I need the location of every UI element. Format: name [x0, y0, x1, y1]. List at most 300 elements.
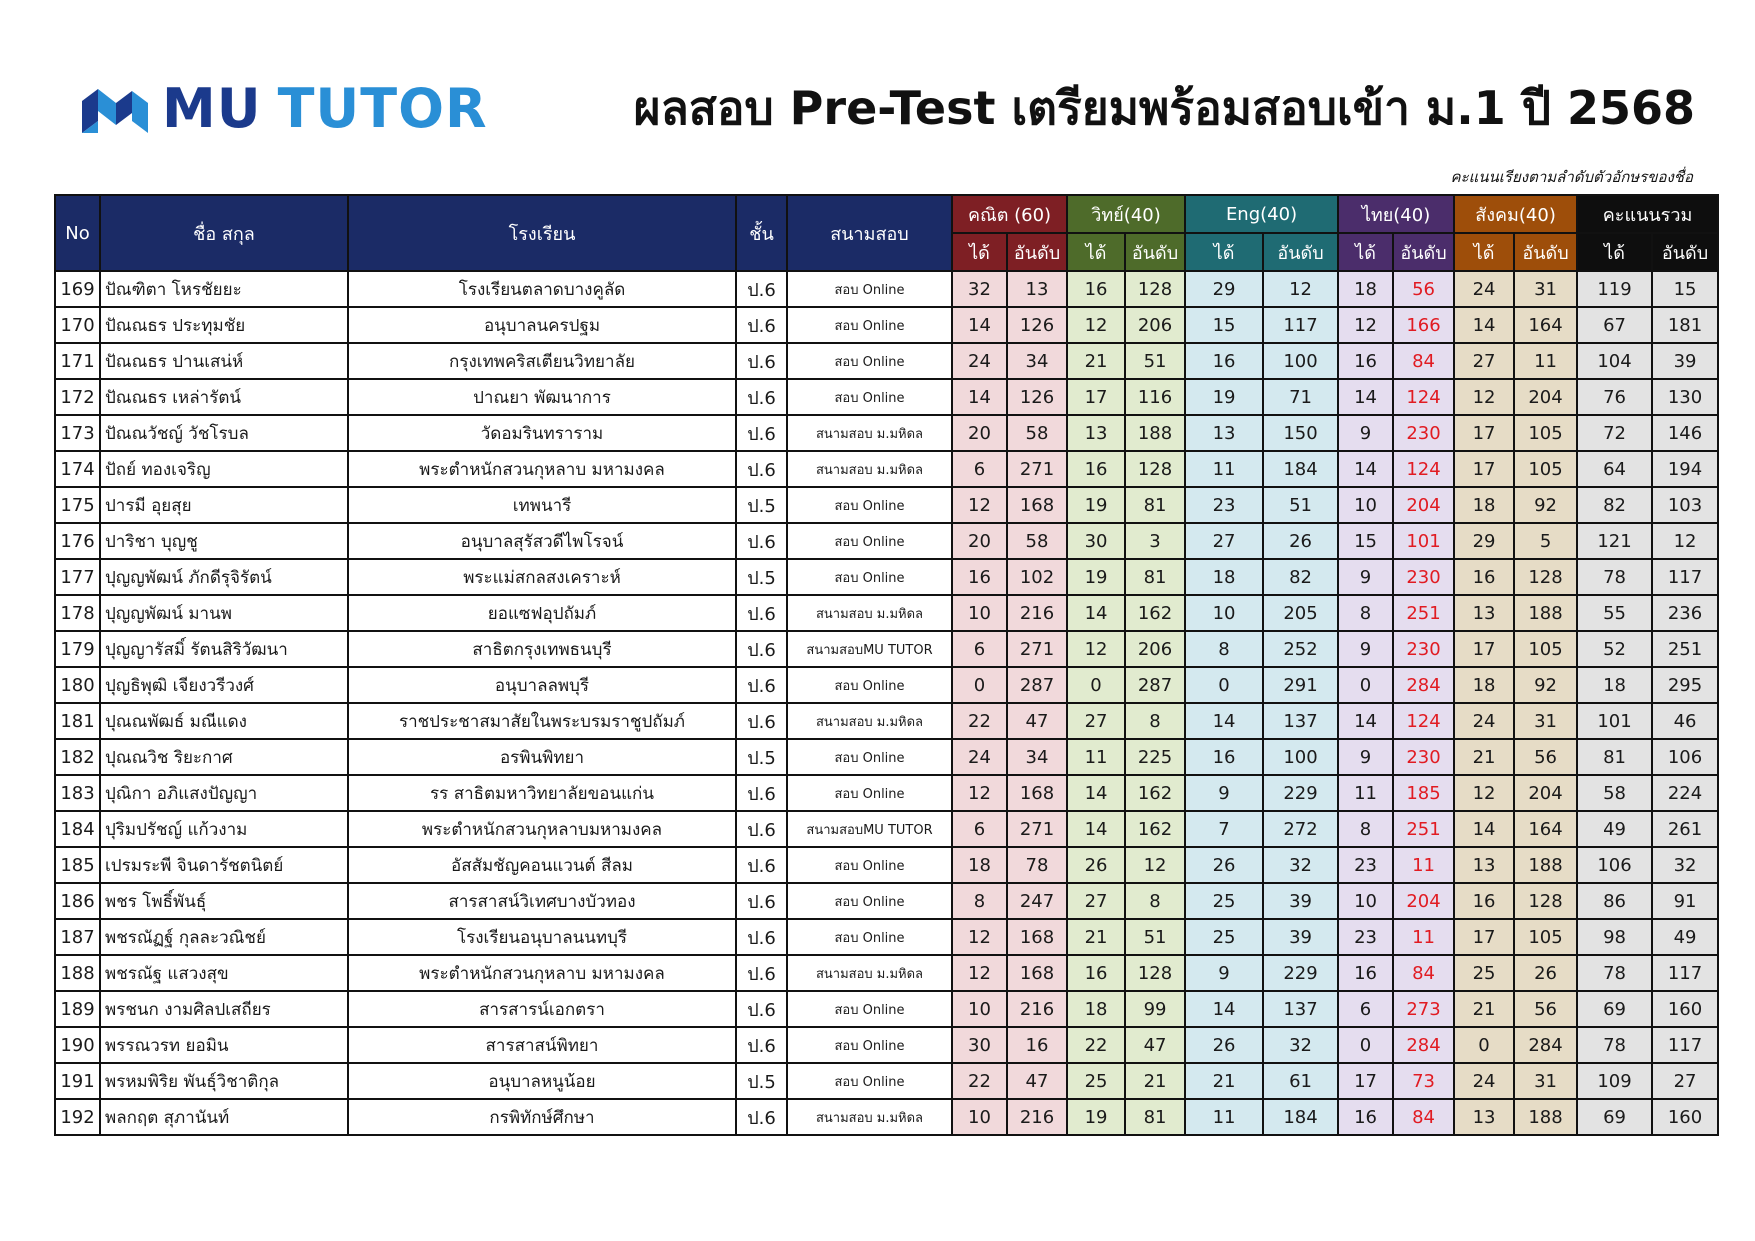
cell-grade: ป.6: [736, 667, 787, 703]
cell-science-rank: 128: [1125, 955, 1185, 991]
col-header-name: ชื่อ สกุล: [100, 195, 348, 271]
cell-name: ปุณิกา อภิแสงปัญญา: [100, 775, 348, 811]
mu-tutor-logo-icon: [78, 81, 152, 137]
table-row: [55, 307, 1718, 343]
cell-name: ปุญญพัฒน์ ภักดีรุจิรัตน์: [100, 559, 348, 595]
cell-social-score: 17: [1454, 919, 1514, 955]
cell-venue: สอบ Online: [787, 775, 952, 811]
cell-total-rank: 117: [1652, 955, 1718, 991]
table-row: [55, 631, 1718, 667]
group-header-social: สังคม(40): [1454, 195, 1577, 233]
cell-math-score: 10: [952, 595, 1007, 631]
logo-text-tutor: TUTOR: [277, 77, 488, 140]
cell-total-score: 52: [1577, 631, 1652, 667]
cell-thai-rank: 84: [1393, 343, 1454, 379]
cell-english-score: 0: [1185, 667, 1263, 703]
cell-school: วัดอมรินทราราม: [348, 415, 736, 451]
cell-science-rank: 206: [1125, 307, 1185, 343]
cell-social-rank: 31: [1514, 271, 1577, 307]
col-header-grade: ชั้น: [736, 195, 787, 271]
cell-no: 191: [55, 1063, 100, 1099]
cell-thai-rank: 284: [1393, 667, 1454, 703]
cell-thai-score: 6: [1338, 991, 1393, 1027]
cell-science-score: 13: [1067, 415, 1125, 451]
cell-school: อัสสัมชัญคอนแวนต์ สีลม: [348, 847, 736, 883]
cell-venue: สนามสอบMU TUTOR: [787, 631, 952, 667]
cell-math-rank: 16: [1007, 1027, 1067, 1063]
group-header-english: Eng(40): [1185, 195, 1338, 233]
cell-name: ปาริชา บุญชู: [100, 523, 348, 559]
cell-science-score: 14: [1067, 775, 1125, 811]
cell-school: ยอแซฟอุปถัมภ์: [348, 595, 736, 631]
cell-english-score: 23: [1185, 487, 1263, 523]
cell-science-score: 0: [1067, 667, 1125, 703]
cell-grade: ป.6: [736, 415, 787, 451]
cell-thai-score: 9: [1338, 415, 1393, 451]
cell-thai-rank: 251: [1393, 595, 1454, 631]
cell-social-score: 24: [1454, 703, 1514, 739]
cell-thai-rank: 124: [1393, 451, 1454, 487]
cell-social-score: 17: [1454, 451, 1514, 487]
cell-social-rank: 164: [1514, 811, 1577, 847]
cell-thai-rank: 84: [1393, 1099, 1454, 1135]
cell-no: 188: [55, 955, 100, 991]
cell-school: สาธิตกรุงเทพธนบุรี: [348, 631, 736, 667]
cell-school: อนุบาลลพบุรี: [348, 667, 736, 703]
cell-math-score: 10: [952, 1099, 1007, 1135]
cell-social-rank: 31: [1514, 703, 1577, 739]
cell-thai-rank: 230: [1393, 559, 1454, 595]
cell-english-rank: 291: [1263, 667, 1338, 703]
cell-math-rank: 47: [1007, 703, 1067, 739]
cell-no: 183: [55, 775, 100, 811]
cell-thai-rank: 204: [1393, 487, 1454, 523]
cell-social-score: 25: [1454, 955, 1514, 991]
cell-social-score: 24: [1454, 271, 1514, 307]
cell-name: ปัถย์ ทองเจริญ: [100, 451, 348, 487]
cell-name: ปุญญพัฒน์ มานพ: [100, 595, 348, 631]
cell-no: 181: [55, 703, 100, 739]
cell-thai-rank: 251: [1393, 811, 1454, 847]
cell-math-rank: 47: [1007, 1063, 1067, 1099]
cell-social-rank: 284: [1514, 1027, 1577, 1063]
cell-english-rank: 32: [1263, 847, 1338, 883]
cell-social-score: 18: [1454, 667, 1514, 703]
col-header-no: No: [55, 195, 100, 271]
cell-science-rank: 12: [1125, 847, 1185, 883]
cell-total-score: 69: [1577, 991, 1652, 1027]
cell-science-rank: 51: [1125, 919, 1185, 955]
cell-english-score: 11: [1185, 451, 1263, 487]
cell-venue: สอบ Online: [787, 271, 952, 307]
cell-math-rank: 168: [1007, 775, 1067, 811]
table-row: [55, 523, 1718, 559]
cell-math-rank: 102: [1007, 559, 1067, 595]
cell-english-score: 26: [1185, 1027, 1263, 1063]
cell-school: กรพิทักษ์ศึกษา: [348, 1099, 736, 1135]
cell-english-score: 14: [1185, 703, 1263, 739]
cell-no: 176: [55, 523, 100, 559]
table-row: [55, 379, 1718, 415]
cell-total-rank: 49: [1652, 919, 1718, 955]
cell-school: รร สาธิตมหาวิทยาลัยขอนแก่น: [348, 775, 736, 811]
cell-social-rank: 11: [1514, 343, 1577, 379]
cell-social-score: 18: [1454, 487, 1514, 523]
cell-science-rank: 81: [1125, 487, 1185, 523]
cell-total-rank: 12: [1652, 523, 1718, 559]
cell-name: พรชนก งามศิลปเสถียร: [100, 991, 348, 1027]
cell-grade: ป.5: [736, 487, 787, 523]
cell-venue: สอบ Online: [787, 883, 952, 919]
cell-social-rank: 92: [1514, 487, 1577, 523]
cell-english-score: 7: [1185, 811, 1263, 847]
cell-grade: ป.6: [736, 343, 787, 379]
group-header-math: คณิต (60): [952, 195, 1067, 233]
cell-math-rank: 168: [1007, 955, 1067, 991]
cell-science-rank: 51: [1125, 343, 1185, 379]
cell-school: พระแม่สกลสงเคราะห์: [348, 559, 736, 595]
cell-english-score: 25: [1185, 919, 1263, 955]
cell-no: 169: [55, 271, 100, 307]
cell-name: ปัณณธร ประทุมชัย: [100, 307, 348, 343]
cell-no: 190: [55, 1027, 100, 1063]
cell-math-score: 6: [952, 811, 1007, 847]
cell-social-rank: 5: [1514, 523, 1577, 559]
cell-name: พรหมพิริย พันธุ์วิชาติกุล: [100, 1063, 348, 1099]
cell-science-rank: 206: [1125, 631, 1185, 667]
sub-header-score: ได้: [1577, 233, 1652, 271]
cell-grade: ป.6: [736, 631, 787, 667]
cell-name: ปุณณวิช ริยะกาศ: [100, 739, 348, 775]
cell-thai-score: 10: [1338, 487, 1393, 523]
cell-total-rank: 106: [1652, 739, 1718, 775]
cell-venue: สอบ Online: [787, 1063, 952, 1099]
sub-header-rank: อันดับ: [1263, 233, 1338, 271]
sub-header-score: ได้: [952, 233, 1007, 271]
cell-thai-score: 0: [1338, 667, 1393, 703]
cell-name: ปุญธิพุฒิ เจียงวรีวงศ์: [100, 667, 348, 703]
cell-english-score: 14: [1185, 991, 1263, 1027]
cell-name: ปัณณวัชญ์ วัชโรบล: [100, 415, 348, 451]
cell-math-score: 12: [952, 775, 1007, 811]
cell-social-rank: 92: [1514, 667, 1577, 703]
cell-total-score: 78: [1577, 1027, 1652, 1063]
cell-venue: สอบ Online: [787, 919, 952, 955]
cell-english-score: 19: [1185, 379, 1263, 415]
cell-math-rank: 58: [1007, 415, 1067, 451]
cell-no: 179: [55, 631, 100, 667]
cell-math-score: 20: [952, 415, 1007, 451]
cell-math-rank: 287: [1007, 667, 1067, 703]
cell-social-rank: 164: [1514, 307, 1577, 343]
table-row: [55, 991, 1718, 1027]
cell-total-score: 78: [1577, 559, 1652, 595]
cell-english-rank: 32: [1263, 1027, 1338, 1063]
cell-name: ปุญญารัสมิ์ รัตนสิริวัฒนา: [100, 631, 348, 667]
cell-thai-rank: 185: [1393, 775, 1454, 811]
table-row: [55, 667, 1718, 703]
cell-english-rank: 100: [1263, 343, 1338, 379]
cell-science-rank: 47: [1125, 1027, 1185, 1063]
cell-science-score: 21: [1067, 919, 1125, 955]
cell-thai-rank: 124: [1393, 703, 1454, 739]
cell-math-score: 20: [952, 523, 1007, 559]
cell-grade: ป.6: [736, 955, 787, 991]
cell-grade: ป.6: [736, 1099, 787, 1135]
cell-grade: ป.6: [736, 811, 787, 847]
cell-english-rank: 51: [1263, 487, 1338, 523]
cell-science-rank: 128: [1125, 271, 1185, 307]
cell-thai-rank: 284: [1393, 1027, 1454, 1063]
cell-school: ปาณยา พัฒนาการ: [348, 379, 736, 415]
sub-header-score: ได้: [1454, 233, 1514, 271]
cell-math-score: 32: [952, 271, 1007, 307]
cell-english-score: 21: [1185, 1063, 1263, 1099]
cell-english-score: 29: [1185, 271, 1263, 307]
cell-venue: สนามสอบ ม.มหิดล: [787, 451, 952, 487]
cell-thai-score: 9: [1338, 559, 1393, 595]
cell-no: 171: [55, 343, 100, 379]
cell-thai-rank: 273: [1393, 991, 1454, 1027]
cell-total-score: 109: [1577, 1063, 1652, 1099]
cell-social-score: 16: [1454, 883, 1514, 919]
cell-total-score: 76: [1577, 379, 1652, 415]
cell-thai-rank: 84: [1393, 955, 1454, 991]
cell-science-rank: 21: [1125, 1063, 1185, 1099]
cell-school: สารสาสน์วิเทศบางบัวทอง: [348, 883, 736, 919]
cell-english-rank: 39: [1263, 919, 1338, 955]
cell-thai-rank: 56: [1393, 271, 1454, 307]
cell-grade: ป.6: [736, 271, 787, 307]
cell-math-rank: 34: [1007, 343, 1067, 379]
cell-name: ปัณณธร เหล่ารัตน์: [100, 379, 348, 415]
cell-science-rank: 81: [1125, 1099, 1185, 1135]
group-header-science: วิทย์(40): [1067, 195, 1185, 233]
table-row: [55, 451, 1718, 487]
cell-venue: สนามสอบ ม.มหิดล: [787, 415, 952, 451]
cell-grade: ป.6: [736, 523, 787, 559]
cell-thai-score: 9: [1338, 631, 1393, 667]
table-row: [55, 1027, 1718, 1063]
cell-total-score: 86: [1577, 883, 1652, 919]
cell-english-score: 16: [1185, 343, 1263, 379]
cell-math-score: 22: [952, 703, 1007, 739]
cell-science-rank: 81: [1125, 559, 1185, 595]
cell-english-rank: 229: [1263, 775, 1338, 811]
cell-name: พชร โพธิ์พันธุ์: [100, 883, 348, 919]
cell-social-score: 13: [1454, 847, 1514, 883]
cell-english-rank: 100: [1263, 739, 1338, 775]
cell-social-rank: 204: [1514, 775, 1577, 811]
cell-social-score: 21: [1454, 739, 1514, 775]
cell-total-rank: 146: [1652, 415, 1718, 451]
cell-math-rank: 271: [1007, 451, 1067, 487]
table-row: [55, 811, 1718, 847]
cell-math-rank: 78: [1007, 847, 1067, 883]
cell-school: ราชประชาสมาสัยในพระบรมราชูปถัมภ์: [348, 703, 736, 739]
cell-social-score: 14: [1454, 811, 1514, 847]
cell-total-rank: 39: [1652, 343, 1718, 379]
cell-school: เทพนารี: [348, 487, 736, 523]
cell-science-score: 16: [1067, 955, 1125, 991]
cell-science-rank: 99: [1125, 991, 1185, 1027]
cell-school: สารสารน์เอกตรา: [348, 991, 736, 1027]
cell-total-score: 81: [1577, 739, 1652, 775]
cell-math-rank: 13: [1007, 271, 1067, 307]
cell-school: กรุงเทพคริสเตียนวิทยาลัย: [348, 343, 736, 379]
cell-math-score: 24: [952, 739, 1007, 775]
results-table: [54, 194, 1719, 1136]
cell-english-rank: 184: [1263, 1099, 1338, 1135]
cell-science-rank: 188: [1125, 415, 1185, 451]
table-row: [55, 1063, 1718, 1099]
cell-science-score: 19: [1067, 559, 1125, 595]
table-row: [55, 559, 1718, 595]
cell-total-rank: 181: [1652, 307, 1718, 343]
cell-grade: ป.6: [736, 991, 787, 1027]
cell-social-rank: 105: [1514, 451, 1577, 487]
table-row: [55, 487, 1718, 523]
cell-venue: สอบ Online: [787, 1027, 952, 1063]
cell-english-rank: 71: [1263, 379, 1338, 415]
cell-science-score: 27: [1067, 883, 1125, 919]
cell-math-rank: 34: [1007, 739, 1067, 775]
cell-english-score: 25: [1185, 883, 1263, 919]
cell-math-score: 10: [952, 991, 1007, 1027]
cell-total-rank: 251: [1652, 631, 1718, 667]
cell-english-rank: 12: [1263, 271, 1338, 307]
cell-thai-score: 16: [1338, 343, 1393, 379]
cell-total-score: 55: [1577, 595, 1652, 631]
cell-english-rank: 205: [1263, 595, 1338, 631]
cell-science-score: 14: [1067, 595, 1125, 631]
cell-no: 178: [55, 595, 100, 631]
cell-thai-score: 17: [1338, 1063, 1393, 1099]
cell-school: อนุบาลสุรัสวดีไพโรจน์: [348, 523, 736, 559]
cell-math-score: 0: [952, 667, 1007, 703]
cell-english-rank: 137: [1263, 991, 1338, 1027]
cell-thai-score: 16: [1338, 955, 1393, 991]
cell-english-score: 27: [1185, 523, 1263, 559]
cell-math-score: 18: [952, 847, 1007, 883]
cell-math-rank: 216: [1007, 595, 1067, 631]
logo-text-mu: MU: [162, 77, 262, 140]
cell-thai-score: 8: [1338, 595, 1393, 631]
cell-social-rank: 105: [1514, 415, 1577, 451]
sub-header-score: ได้: [1067, 233, 1125, 271]
cell-science-rank: 225: [1125, 739, 1185, 775]
cell-social-rank: 128: [1514, 559, 1577, 595]
cell-name: ปัณฑิตา โหรชัยยะ: [100, 271, 348, 307]
cell-total-score: 101: [1577, 703, 1652, 739]
cell-english-score: 15: [1185, 307, 1263, 343]
cell-math-score: 12: [952, 919, 1007, 955]
cell-math-score: 30: [952, 1027, 1007, 1063]
cell-name: เปรมระพี จินดารัชตนิตย์: [100, 847, 348, 883]
cell-thai-rank: 124: [1393, 379, 1454, 415]
cell-math-score: 14: [952, 307, 1007, 343]
cell-math-score: 14: [952, 379, 1007, 415]
cell-grade: ป.6: [736, 1027, 787, 1063]
logo: [78, 78, 488, 140]
group-header-total: คะแนนรวม: [1577, 195, 1718, 233]
cell-no: 184: [55, 811, 100, 847]
cell-thai-score: 15: [1338, 523, 1393, 559]
sub-header-rank: อันดับ: [1514, 233, 1577, 271]
cell-math-score: 6: [952, 451, 1007, 487]
cell-grade: ป.6: [736, 883, 787, 919]
cell-grade: ป.6: [736, 775, 787, 811]
cell-english-rank: 229: [1263, 955, 1338, 991]
cell-science-rank: 116: [1125, 379, 1185, 415]
cell-total-score: 67: [1577, 307, 1652, 343]
cell-thai-rank: 204: [1393, 883, 1454, 919]
cell-total-score: 121: [1577, 523, 1652, 559]
results-table-body: [55, 271, 1718, 1135]
cell-math-score: 24: [952, 343, 1007, 379]
cell-english-score: 10: [1185, 595, 1263, 631]
cell-total-score: 18: [1577, 667, 1652, 703]
table-row: [55, 847, 1718, 883]
cell-total-rank: 160: [1652, 1099, 1718, 1135]
cell-thai-score: 0: [1338, 1027, 1393, 1063]
cell-english-score: 26: [1185, 847, 1263, 883]
table-row: [55, 415, 1718, 451]
cell-english-score: 18: [1185, 559, 1263, 595]
table-row: [55, 703, 1718, 739]
cell-total-rank: 46: [1652, 703, 1718, 739]
cell-name: พชรณัฏฐ์ กุลละวณิชย์: [100, 919, 348, 955]
table-row: [55, 775, 1718, 811]
cell-no: 174: [55, 451, 100, 487]
cell-science-score: 30: [1067, 523, 1125, 559]
cell-venue: สอบ Online: [787, 523, 952, 559]
cell-science-score: 21: [1067, 343, 1125, 379]
cell-english-score: 9: [1185, 955, 1263, 991]
cell-venue: สนามสอบ ม.มหิดล: [787, 703, 952, 739]
cell-school: พระตำหนักสวนกุหลาบมหามงคล: [348, 811, 736, 847]
cell-no: 172: [55, 379, 100, 415]
cell-total-score: 119: [1577, 271, 1652, 307]
cell-total-rank: 224: [1652, 775, 1718, 811]
cell-thai-score: 14: [1338, 703, 1393, 739]
cell-total-rank: 194: [1652, 451, 1718, 487]
cell-social-score: 12: [1454, 775, 1514, 811]
cell-total-score: 64: [1577, 451, 1652, 487]
cell-total-rank: 130: [1652, 379, 1718, 415]
cell-school: พระตำหนักสวนกุหลาบ มหามงคล: [348, 451, 736, 487]
cell-name: ปัณณธร ปานเสน่ห์: [100, 343, 348, 379]
cell-science-rank: 3: [1125, 523, 1185, 559]
sub-header-rank: อันดับ: [1125, 233, 1185, 271]
cell-social-score: 17: [1454, 415, 1514, 451]
cell-no: 180: [55, 667, 100, 703]
cell-venue: สอบ Online: [787, 379, 952, 415]
cell-social-rank: 31: [1514, 1063, 1577, 1099]
cell-social-score: 27: [1454, 343, 1514, 379]
cell-school: อนุบาลหนูน้อย: [348, 1063, 736, 1099]
cell-thai-rank: 11: [1393, 919, 1454, 955]
cell-social-score: 17: [1454, 631, 1514, 667]
cell-english-rank: 272: [1263, 811, 1338, 847]
cell-science-score: 17: [1067, 379, 1125, 415]
cell-school: โรงเรียนตลาดบางคูลัด: [348, 271, 736, 307]
cell-math-rank: 126: [1007, 379, 1067, 415]
cell-math-score: 6: [952, 631, 1007, 667]
cell-science-score: 18: [1067, 991, 1125, 1027]
sort-note: คะแนนเรียงตามลำดับตัวอักษรของชื่อ: [1450, 168, 1693, 186]
cell-thai-score: 8: [1338, 811, 1393, 847]
